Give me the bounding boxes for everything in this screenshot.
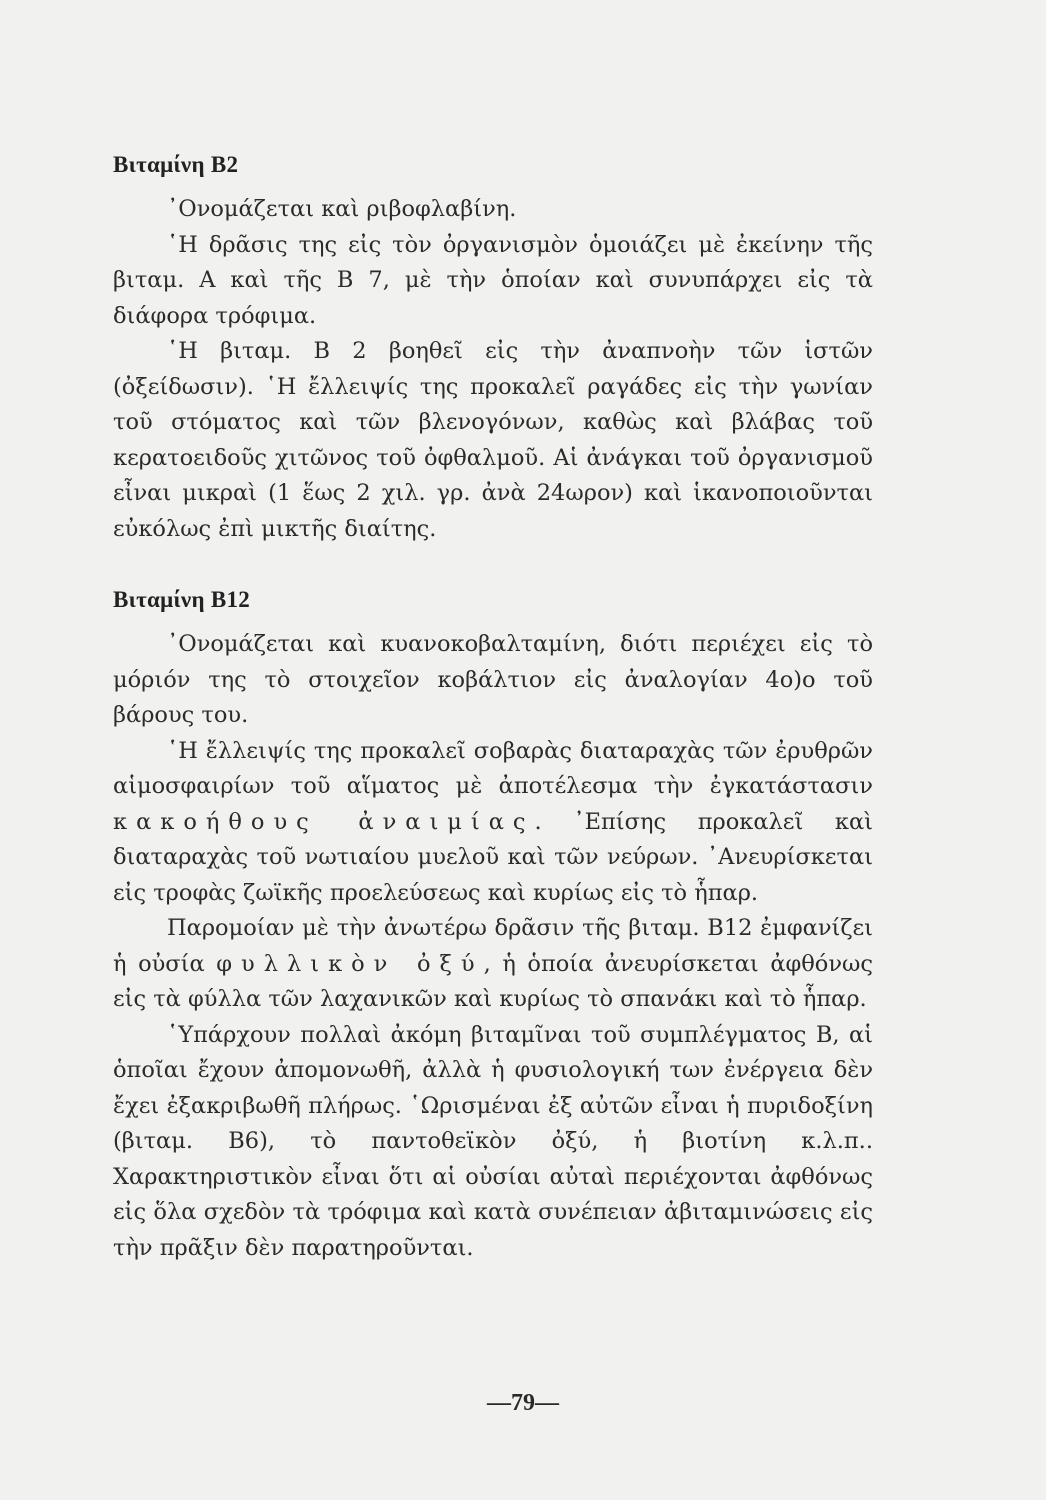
spaced-emphasis: φυλλικὸν ὀξύ bbox=[216, 950, 484, 977]
paragraph: ῾Υπάρχουν πολλαὶ ἀκόμη βιταμῖναι τοῦ συμπλέγματος Β, αἱ ὁποῖαι ἔχουν ἀπομονωθῆ, ἀλλὰ ἡ φυσιολογική των ἐνέργεια δὲν ἔχει ἐξακριβωθῆ πλήρως. ῾Ωρισμέναι ἐξ αὐτῶν εἶναι ἡ πυριδοξίνη (βιταμ. Β6), τὸ παντοθεϊκὸν ὀξύ, ἡ βιοτίνη κ.λ.π.. Χαρακτηριστικὸν εἶναι ὅτι αἱ οὐσίαι αὐταὶ περιέχονται ἀφθόνως εἰς ὅλα σχεδὸν τὰ τρόφιμα καὶ κατὰ συνέπειαν ἀβιταμινώσεις εἰς τὴν πρᾶξιν δὲν παρατηροῦνται. bbox=[113, 1021, 873, 1261]
paragraph bbox=[113, 911, 873, 1018]
section-title-vitamin-b2: Βιταμίνη Β2 bbox=[113, 152, 239, 177]
page-number: —79— bbox=[487, 1390, 559, 1416]
section-title-vitamin-b12: Βιταμίνη Β12 bbox=[113, 587, 251, 612]
paragraph bbox=[113, 734, 873, 912]
page-content bbox=[113, 152, 873, 1266]
paragraph: ᾿Ονομάζεται καὶ ριβοφλαβίνη. bbox=[167, 196, 517, 222]
text-span: ῾Η ἔλλειψίς της προκαλεῖ σοβαρὰς διαταραχὰς τῶν ἐρυθρῶν αἱμοσφαιρίων τοῦ αἵματος μὲ ἀποτέλεσμα τὴν ἐγκατάστασιν bbox=[113, 737, 873, 799]
text-span: . ᾿Επίσης προκαλεῖ καὶ διαταραχὰς τοῦ νωτιαίου μυελοῦ καὶ τῶν νεύρων. ᾿Ανευρίσκεται εἰς τροφὰς ζωϊκῆς προελεύσεως καὶ κυρίως εἰς τὸ ἧπαρ. bbox=[113, 808, 874, 906]
text-span: Παρομοίαν μὲ τὴν ἀνωτέρω δρᾶσιν τῆς βιταμ. Β12 ἐμφανίζει ἡ οὐσία bbox=[113, 915, 873, 977]
paragraph: ῾Η δρᾶσις της εἰς τὸν ὀργανισμὸν ὁμοιάζει μὲ ἐκείνην τῆς βιταμ. Α καὶ τῆς Β 7, μὲ τὴν ὁποίαν καὶ συνυπάρχει εἰς τὰ διάφορα τρόφιμα. bbox=[113, 231, 873, 329]
text-span: , ἡ ὁποία ἀνευρίσκεται ἀφθόνως εἰς τὰ φύλλα τῶν λαχανικῶν καὶ κυρίως τὸ σπανάκι καὶ τὸ ἧπαρ. bbox=[113, 950, 873, 1012]
paragraph: ᾿Ονομάζεται καὶ κυανοκοβαλταμίνη, διότι περιέχει εἰς τὸ μόριόν της τὸ στοιχεῖον κοβάλτιον εἰς ἀναλογίαν 4ο)ο τοῦ βάρους του. bbox=[113, 631, 873, 728]
paragraph: ῾Η βιταμ. Β 2 βοηθεῖ εἰς τὴν ἀναπνοὴν τῶν ἱστῶν (ὀξείδωσιν). ῾Η ἔλλειψίς της προκαλεῖ ραγάδες εἰς τὴν γωνίαν τοῦ στόματος καὶ τῶν βλενογόνων, καθὼς καὶ βλάβας τοῦ κερατοειδοῦς χιτῶνος τοῦ ὀφθαλμοῦ. Αἱ ἀνάγκαι τοῦ ὀργανισμοῦ εἶναι μικραὶ (1 ἕως 2 χιλ. γρ. ἀνὰ 24ωρον) καὶ ἱκανοποιοῦνται εὐκόλως ἐπὶ μικτῆς διαίτης. bbox=[113, 338, 873, 542]
spaced-emphasis: κακοήθους ἀναιμίας bbox=[113, 808, 535, 835]
